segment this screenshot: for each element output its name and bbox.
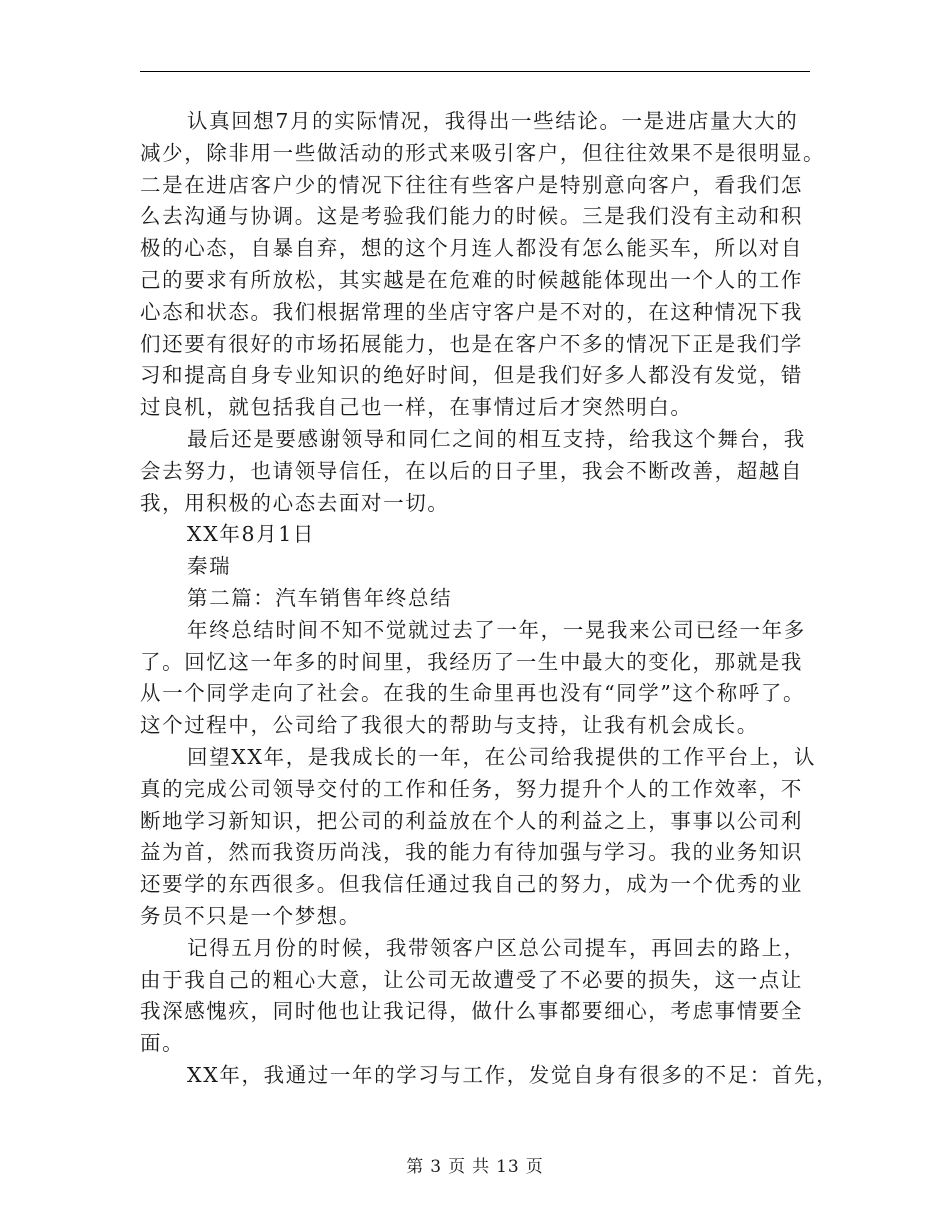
footer-total-unit: 页 <box>525 1157 544 1177</box>
paragraph-line: 益为首，然而我资历尚浅，我的能力有待加强与学习。我的业务知识 <box>140 840 803 865</box>
page-footer <box>0 1152 950 1177</box>
paragraph-line: 年终总结时间不知不觉就过去了一年，一晃我来公司已经一年多 <box>187 617 806 642</box>
paragraph-line: 过良机，就包括我自己也一样，在事情过后才突然明白。 <box>140 395 693 420</box>
paragraph-line: XX年，我通过一年的学习与工作，发觉自身有很多的不足：首先， <box>187 1062 839 1087</box>
footer-total-pages: 13 <box>496 1157 520 1177</box>
paragraph-line: 会去努力，也请领导信任，在以后的日子里，我会不断改善，超越自 <box>140 458 803 483</box>
paragraph-line: 心态和状态。我们根据常理的坐店守客户是不对的，在这种情况下我 <box>140 299 803 324</box>
paragraph-line: 记得五月份的时候，我带领客户区总公司提车，再回去的路上， <box>187 935 806 960</box>
header-rule <box>140 71 810 72</box>
paragraph-line: 们还要有很好的市场拓展能力，也是在客户不多的情况下正是我们学 <box>140 331 803 356</box>
paragraph-line: 由于我自己的粗心大意，让公司无故遭受了不必要的损失，这一点让 <box>140 967 803 992</box>
paragraph-line: 最后还是要感谢领导和同仁之间的相互支持，给我这个舞台，我 <box>187 426 806 451</box>
paragraph-line: 二是在进店客户少的情况下往往有些客户是特别意向客户，看我们怎 <box>140 172 803 197</box>
paragraph-line: 从一个同学走向了社会。在我的生命里再也没有“同学”这个称呼了。 <box>140 681 806 706</box>
footer-total-label: 共 <box>472 1157 491 1177</box>
paragraph-line: 极的心态，自暴自弃，想的这个月连人都没有怎么能买车，所以对自 <box>140 236 803 261</box>
paragraph-line: 我深感愧疚，同时他也让我记得，做什么事都要细心，考虑事情要全 <box>140 999 803 1024</box>
document-body <box>140 106 839 1092</box>
paragraph-line: 习和提高自身专业知识的绝好时间，但是我们好多人都没有发觉，错 <box>140 363 803 388</box>
paragraph-line: 认真回想7月的实际情况，我得出一些结论。一是进店量大大的 <box>187 109 799 133</box>
date-line: XX年8月1日 <box>187 522 315 547</box>
paragraph-line: 务员不只是一个梦想。 <box>140 903 361 928</box>
paragraph-line: 还要学的东西很多。但我信任通过我自己的努力，成为一个优秀的业 <box>140 872 803 897</box>
footer-page-label: 第 <box>406 1157 425 1177</box>
paragraph-line: 我，用积极的心态去面对一切。 <box>140 490 450 515</box>
paragraph-line: 回望XX年，是我成长的一年，在公司给我提供的工作平台上，认 <box>187 744 817 769</box>
paragraph-line: 己的要求有所放松，其实越是在危难的时候越能体现出一个人的工作 <box>140 267 803 292</box>
paragraph-line: 面。 <box>140 1031 185 1056</box>
paragraph-line: 减少，除非用一些做活动的形式来吸引客户，但往往效果不是很明显。 <box>140 140 826 165</box>
paragraph-line: 真的完成公司领导交付的工作和任务，努力提升个人的工作效率，不 <box>140 776 803 801</box>
signature-name: 秦瑞 <box>187 554 232 579</box>
paragraph-line: 这个过程中，公司给了我很大的帮助与支持，让我有机会成长。 <box>140 713 759 738</box>
footer-page-unit: 页 <box>448 1157 467 1177</box>
paragraph-line: 断地学习新知识，把公司的利益放在个人的利益之上，事事以公司利 <box>140 808 803 833</box>
section-title: 第二篇：汽车销售年终总结 <box>187 585 453 610</box>
footer-page-number: 3 <box>430 1157 443 1177</box>
paragraph-line: 了。回忆这一年多的时间里，我经历了一生中最大的变化，那就是我 <box>140 649 803 674</box>
paragraph-line: 么去沟通与协调。这是考验我们能力的时候。三是我们没有主动和积 <box>140 204 803 229</box>
